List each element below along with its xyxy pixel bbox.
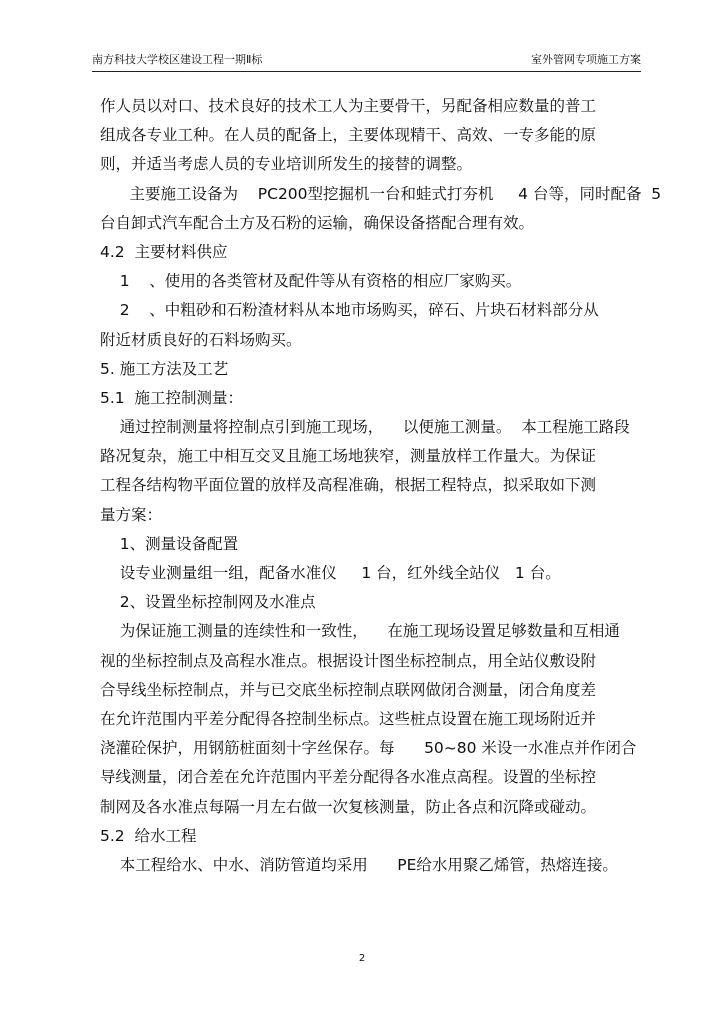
text-line: 作人员以对口、技术良好的技术工人为主要骨干，另配备相应数量的普工 [100, 97, 597, 115]
section-heading: 5.1 施工控制测量： [100, 388, 244, 407]
text-line: 附近材质良好的石料场购买。 [100, 330, 302, 349]
text-line: 合导线坐标控制点，并与已交底坐标控制点联网做闭合测量，闭合角度差 [100, 680, 597, 699]
text-line: 路况复杂，施工中相互交叉且施工场地狭窄，测量放样工作量大。为保证 [100, 447, 597, 466]
text-line: 主要施工设备为 PC200型挖掘机一台和蛙式打夯机 4 台等，同时配备 5 [100, 184, 662, 203]
text-line: 组成各专业工种。在人员的配备上，主要体现精干、高效、一专多能的原 [100, 126, 597, 145]
text-line: 2 、中粗砂和石粉渣材料从本地市场购买，碎石、片块石材料部分从 [100, 301, 599, 320]
text-line: 1 、使用的各类管材及配件等从有资格的相应厂家购买。 [100, 272, 522, 291]
page-header [92, 49, 641, 72]
header-project-title: 南方科技大学校区建设工程一期Ⅱ标 [92, 53, 263, 66]
text-line: 设专业测量组一组，配备水准仪 1 台，红外线全站仪 1 台。 [100, 564, 561, 582]
text-line: 1、测量设备配置 [100, 534, 239, 553]
section-heading: 5.2 给水工程 [100, 826, 197, 845]
text-line: 制网及各水准点每隔一月左右做一次复核测量，防止各点和沉降或碰动。 [100, 797, 597, 816]
text-line: 工程各结构物平面位置的放样及高程准确，根据工程特点，拟采取如下测 [100, 476, 597, 495]
text-line: 在允许范围内平差分配得各控制坐标点。这些桩点设置在施工现场附近并 [100, 709, 597, 728]
text-line: 量方案： [100, 505, 163, 524]
text-line: 通过控制测量将控制点引到施工现场， 以便施工测量。 本工程施工路段 [100, 418, 630, 437]
header-document-title: 室外管网专项施工方案 [531, 53, 641, 66]
text-line: 导线测量，闭合差在允许范围内平差分配得各水准点高程。设置的坐标控 [100, 768, 597, 787]
document-body [100, 92, 660, 880]
text-line: 2、设置坐标控制网及水准点 [100, 593, 316, 612]
text-line: 视的坐标控制点及高程水准点。根据设计图坐标控制点，用全站仪敷设附 [100, 651, 597, 670]
text-line: 本工程给水、中水、消防管道均采用 PE给水用聚乙烯管，热熔连接。 [100, 855, 618, 874]
text-line: 台自卸式汽车配合土方及石粉的运输，确保设备搭配合理有效。 [100, 213, 535, 232]
page-number: 2 [358, 953, 366, 964]
text-line: 则，并适当考虑人员的专业培训所发生的接替的调整。 [100, 155, 473, 174]
text-line: 为保证施工测量的连续性和一致性， 在施工现场设置足够数量和互相通 [100, 622, 620, 641]
section-heading: 4.2 主要材料供应 [100, 242, 228, 261]
section-heading: 5. 施工方法及工艺 [100, 359, 229, 378]
text-line: 浇灌砼保护，用钢筋桩面刻十字丝保存。每 50~80 米设一水准点并作闭合 [100, 739, 637, 758]
